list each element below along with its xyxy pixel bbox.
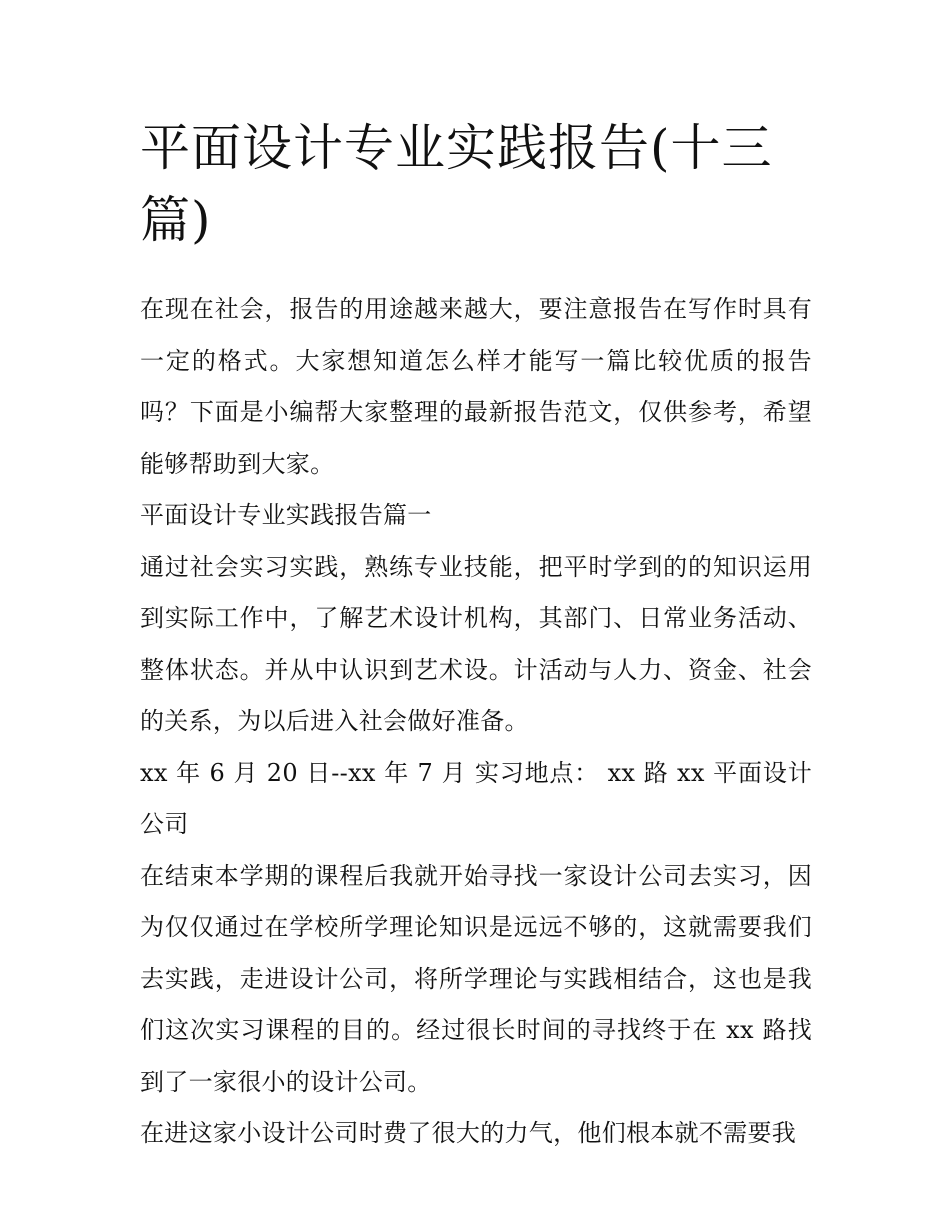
internship-search-paragraph: 在结束本学期的课程后我就开始寻找一家设计公司去实习，因为仅仅通过在学校所学理论知识是远远不够的，这就需要我们去实践，走进设计公司，将所学理论与实践相结合，这也是我们这次实习课程的目的。经过很长时间的寻找终于在 xx 路找到了一家很小的设计公司。	[140, 861, 812, 1096]
document-title: 平面设计专业实践报告(十三篇)	[140, 119, 773, 249]
purpose-paragraph: 通过社会实习实践，熟练专业技能，把平时学到的的知识运用到实际工作中，了解艺术设计机构，其部门、日常业务活动、整体状态。并从中认识到艺术设。计活动与人力、资金、社会的关系，为以后进入社会做好准备。	[140, 552, 812, 735]
document-body	[140, 284, 812, 1160]
intro-paragraph: 在现在社会，报告的用途越来越大，要注意报告在写作时具有一定的格式。大家想知道怎么样才能写一篇比较优质的报告吗？下面是小编帮大家整理的最新报告范文，仅供参考，希望能够帮助到大家。	[140, 295, 812, 478]
company-entry-paragraph: 在进这家小设计公司时费了很大的力气，他们根本就不需要我	[140, 1119, 797, 1147]
section-heading: 平面设计专业实践报告篇一	[140, 501, 432, 529]
date-location-line: xx 年 6 月 20 日--xx 年 7 月 实习地点： xx 路 xx 平面设计公司	[140, 758, 812, 838]
document-content	[140, 112, 812, 1160]
